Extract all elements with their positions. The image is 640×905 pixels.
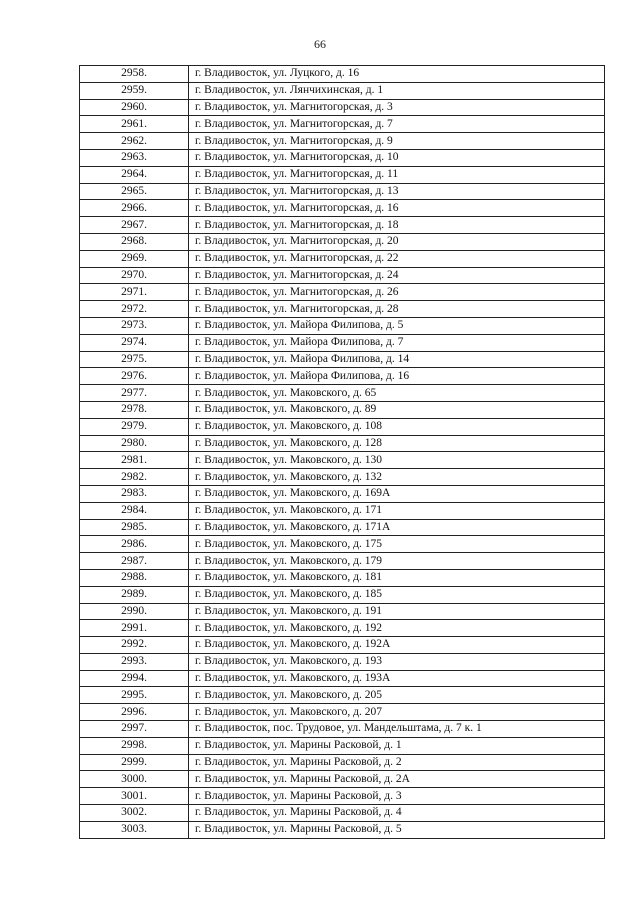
table-row bbox=[80, 553, 605, 570]
row-number: 2990. bbox=[80, 603, 189, 620]
table-row bbox=[80, 536, 605, 553]
table-row bbox=[80, 401, 605, 418]
table-row bbox=[80, 284, 605, 301]
row-address: г. Владивосток, ул. Майора Филипова, д. 16 bbox=[189, 368, 605, 385]
row-number: 3001. bbox=[80, 788, 189, 805]
row-address: г. Владивосток, пос. Трудовое, ул. Мандельштама, д. 7 к. 1 bbox=[189, 721, 605, 738]
table-row bbox=[80, 217, 605, 234]
table-row bbox=[80, 737, 605, 754]
row-address: г. Владивосток, ул. Маковского, д. 128 bbox=[189, 435, 605, 452]
row-address: г. Владивосток, ул. Маковского, д. 175 bbox=[189, 536, 605, 553]
row-number: 2984. bbox=[80, 502, 189, 519]
row-number: 2996. bbox=[80, 704, 189, 721]
table-row bbox=[80, 805, 605, 822]
table-row bbox=[80, 317, 605, 334]
row-address: г. Владивосток, ул. Магнитогорская, д. 20 bbox=[189, 233, 605, 250]
table-row bbox=[80, 133, 605, 150]
row-address: г. Владивосток, ул. Маковского, д. 171 bbox=[189, 502, 605, 519]
row-address: г. Владивосток, ул. Маковского, д. 89 bbox=[189, 401, 605, 418]
row-number: 2986. bbox=[80, 536, 189, 553]
row-number: 2958. bbox=[80, 66, 189, 83]
row-number: 2987. bbox=[80, 553, 189, 570]
row-number: 2976. bbox=[80, 368, 189, 385]
table-row bbox=[80, 82, 605, 99]
row-number: 2963. bbox=[80, 149, 189, 166]
row-address: г. Владивосток, ул. Магнитогорская, д. 16 bbox=[189, 200, 605, 217]
row-address: г. Владивосток, ул. Майора Филипова, д. 5 bbox=[189, 317, 605, 334]
row-number: 2974. bbox=[80, 334, 189, 351]
table-row bbox=[80, 149, 605, 166]
row-address: г. Владивосток, ул. Маковского, д. 191 bbox=[189, 603, 605, 620]
row-address: г. Владивосток, ул. Маковского, д. 193 bbox=[189, 653, 605, 670]
row-number: 2959. bbox=[80, 82, 189, 99]
table-row bbox=[80, 485, 605, 502]
row-address: г. Владивосток, ул. Магнитогорская, д. 13 bbox=[189, 183, 605, 200]
row-number: 2991. bbox=[80, 620, 189, 637]
table-row bbox=[80, 351, 605, 368]
table-row bbox=[80, 200, 605, 217]
table-row bbox=[80, 166, 605, 183]
table-row bbox=[80, 116, 605, 133]
row-number: 2977. bbox=[80, 385, 189, 402]
table-row bbox=[80, 788, 605, 805]
row-number: 3003. bbox=[80, 821, 189, 838]
row-address: г. Владивосток, ул. Магнитогорская, д. 24 bbox=[189, 267, 605, 284]
row-number: 2988. bbox=[80, 569, 189, 586]
table-row bbox=[80, 569, 605, 586]
table-row bbox=[80, 99, 605, 116]
table-row bbox=[80, 704, 605, 721]
table-row bbox=[80, 250, 605, 267]
row-number: 2982. bbox=[80, 469, 189, 486]
row-number: 2969. bbox=[80, 250, 189, 267]
table-row bbox=[80, 821, 605, 838]
row-number: 2971. bbox=[80, 284, 189, 301]
row-address: г. Владивосток, ул. Маковского, д. 171А bbox=[189, 519, 605, 536]
row-number: 2989. bbox=[80, 586, 189, 603]
row-number: 2981. bbox=[80, 452, 189, 469]
row-address: г. Владивосток, ул. Магнитогорская, д. 18 bbox=[189, 217, 605, 234]
table-row bbox=[80, 469, 605, 486]
row-address: г. Владивосток, ул. Марины Расковой, д. 3 bbox=[189, 788, 605, 805]
table-row bbox=[80, 687, 605, 704]
row-address: г. Владивосток, ул. Маковского, д. 130 bbox=[189, 452, 605, 469]
row-number: 2960. bbox=[80, 99, 189, 116]
row-number: 2985. bbox=[80, 519, 189, 536]
row-number: 2966. bbox=[80, 200, 189, 217]
row-address: г. Владивосток, ул. Марины Расковой, д. 5 bbox=[189, 821, 605, 838]
row-address: г. Владивосток, ул. Марины Расковой, д. 1 bbox=[189, 737, 605, 754]
table-row bbox=[80, 653, 605, 670]
row-address: г. Владивосток, ул. Магнитогорская, д. 10 bbox=[189, 149, 605, 166]
table-row bbox=[80, 452, 605, 469]
row-address: г. Владивосток, ул. Маковского, д. 169А bbox=[189, 485, 605, 502]
row-address: г. Владивосток, ул. Магнитогорская, д. 11 bbox=[189, 166, 605, 183]
table-row bbox=[80, 586, 605, 603]
row-address: г. Владивосток, ул. Магнитогорская, д. 9 bbox=[189, 133, 605, 150]
table-row bbox=[80, 385, 605, 402]
table-row bbox=[80, 334, 605, 351]
table-row bbox=[80, 66, 605, 83]
row-number: 2998. bbox=[80, 737, 189, 754]
row-address: г. Владивосток, ул. Магнитогорская, д. 7 bbox=[189, 116, 605, 133]
row-number: 2980. bbox=[80, 435, 189, 452]
row-number: 2992. bbox=[80, 637, 189, 654]
table-row bbox=[80, 637, 605, 654]
table-row bbox=[80, 301, 605, 318]
table-row bbox=[80, 603, 605, 620]
row-number: 2972. bbox=[80, 301, 189, 318]
row-number: 2962. bbox=[80, 133, 189, 150]
row-address: г. Владивосток, ул. Маковского, д. 108 bbox=[189, 418, 605, 435]
row-address: г. Владивосток, ул. Маковского, д. 181 bbox=[189, 569, 605, 586]
row-address: г. Владивосток, ул. Магнитогорская, д. 26 bbox=[189, 284, 605, 301]
address-table bbox=[79, 65, 605, 839]
table-row bbox=[80, 435, 605, 452]
row-number: 3000. bbox=[80, 771, 189, 788]
row-address: г. Владивосток, ул. Майора Филипова, д. 14 bbox=[189, 351, 605, 368]
row-number: 2975. bbox=[80, 351, 189, 368]
table-row bbox=[80, 418, 605, 435]
row-number: 2964. bbox=[80, 166, 189, 183]
table-row bbox=[80, 233, 605, 250]
row-address: г. Владивосток, ул. Маковского, д. 185 bbox=[189, 586, 605, 603]
row-number: 2983. bbox=[80, 485, 189, 502]
table-row bbox=[80, 754, 605, 771]
row-address: г. Владивосток, ул. Маковского, д. 132 bbox=[189, 469, 605, 486]
row-address: г. Владивосток, ул. Магнитогорская, д. 22 bbox=[189, 250, 605, 267]
row-number: 2979. bbox=[80, 418, 189, 435]
table-row bbox=[80, 670, 605, 687]
table-row bbox=[80, 267, 605, 284]
page-number: 66 bbox=[314, 37, 326, 51]
table-row bbox=[80, 620, 605, 637]
row-number: 2999. bbox=[80, 754, 189, 771]
row-number: 3002. bbox=[80, 805, 189, 822]
row-number: 2965. bbox=[80, 183, 189, 200]
row-number: 2968. bbox=[80, 233, 189, 250]
table-row bbox=[80, 368, 605, 385]
address-table-body bbox=[80, 66, 605, 839]
row-address: г. Владивосток, ул. Лянчихинская, д. 1 bbox=[189, 82, 605, 99]
row-address: г. Владивосток, ул. Маковского, д. 192 bbox=[189, 620, 605, 637]
table-row bbox=[80, 519, 605, 536]
table-row bbox=[80, 502, 605, 519]
row-number: 2993. bbox=[80, 653, 189, 670]
row-address: г. Владивосток, ул. Маковского, д. 192А bbox=[189, 637, 605, 654]
row-number: 2994. bbox=[80, 670, 189, 687]
row-number: 2961. bbox=[80, 116, 189, 133]
row-address: г. Владивосток, ул. Луцкого, д. 16 bbox=[189, 66, 605, 83]
row-number: 2970. bbox=[80, 267, 189, 284]
row-number: 2995. bbox=[80, 687, 189, 704]
row-number: 2978. bbox=[80, 401, 189, 418]
row-number: 2967. bbox=[80, 217, 189, 234]
table-row bbox=[80, 771, 605, 788]
row-address: г. Владивосток, ул. Маковского, д. 193А bbox=[189, 670, 605, 687]
row-address: г. Владивосток, ул. Маковского, д. 207 bbox=[189, 704, 605, 721]
row-number: 2973. bbox=[80, 317, 189, 334]
table-row bbox=[80, 721, 605, 738]
row-number: 2997. bbox=[80, 721, 189, 738]
row-address: г. Владивосток, ул. Магнитогорская, д. 28 bbox=[189, 301, 605, 318]
row-address: г. Владивосток, ул. Маковского, д. 65 bbox=[189, 385, 605, 402]
table-row bbox=[80, 183, 605, 200]
row-address: г. Владивосток, ул. Марины Расковой, д. 2А bbox=[189, 771, 605, 788]
row-address: г. Владивосток, ул. Марины Расковой, д. 4 bbox=[189, 805, 605, 822]
row-address: г. Владивосток, ул. Майора Филипова, д. 7 bbox=[189, 334, 605, 351]
row-address: г. Владивосток, ул. Маковского, д. 179 bbox=[189, 553, 605, 570]
row-address: г. Владивосток, ул. Магнитогорская, д. 3 bbox=[189, 99, 605, 116]
row-address: г. Владивосток, ул. Марины Расковой, д. 2 bbox=[189, 754, 605, 771]
row-address: г. Владивосток, ул. Маковского, д. 205 bbox=[189, 687, 605, 704]
